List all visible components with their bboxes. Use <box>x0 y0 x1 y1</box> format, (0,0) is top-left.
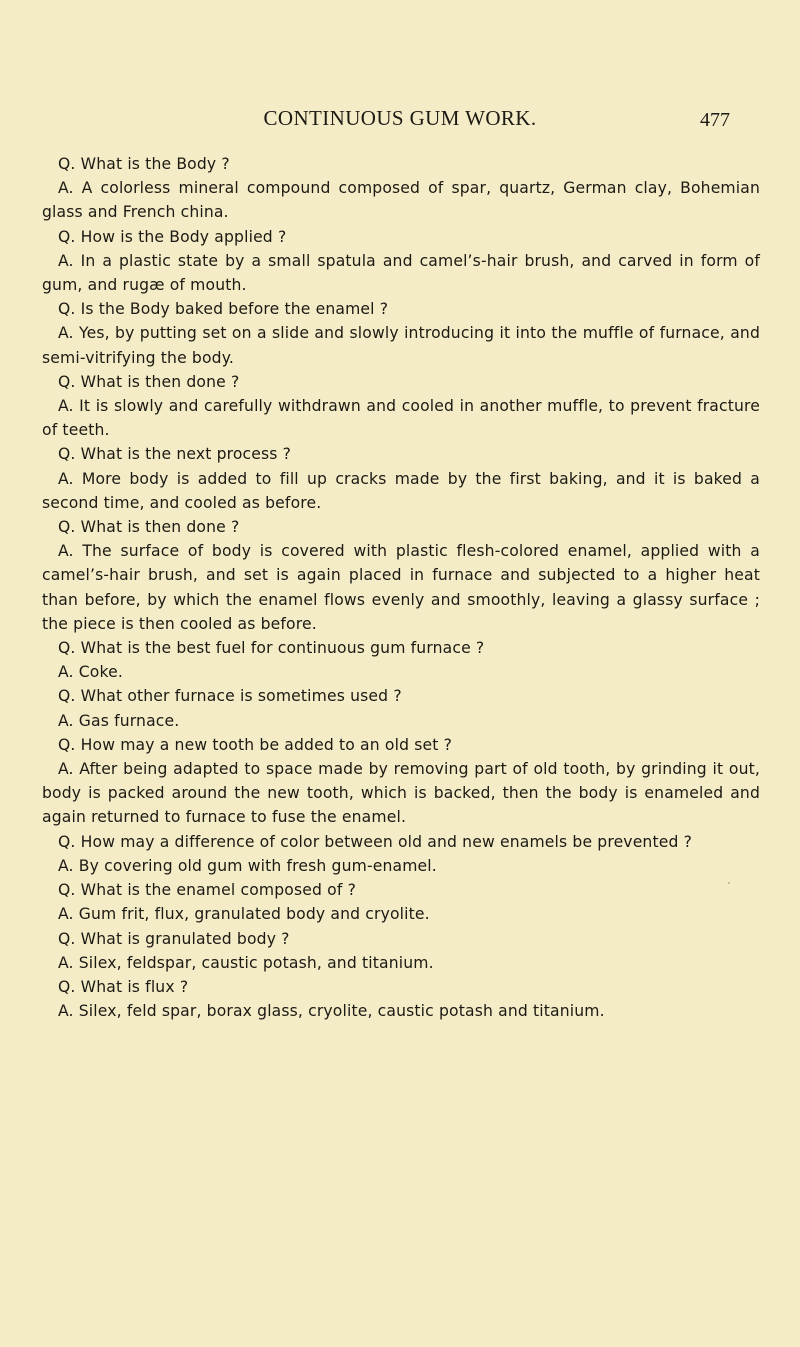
answer-paragraph: A. Silex, feldspar, caustic potash, and titanium. <box>58 953 434 972</box>
answer-paragraph: A. A colorless mineral compound composed of spar, quartz, German clay, Bohemian glass and French china. <box>42 179 760 222</box>
question-paragraph: Q. What is then done ? <box>58 372 240 391</box>
question-paragraph: Q. How may a new tooth be added to an old set ? <box>58 735 453 754</box>
question-paragraph: Q. What is flux ? <box>58 977 189 996</box>
answer-paragraph: A. The surface of body is covered with plastic flesh-colored enamel, applied with a camel’s-hair brush, and set is again placed in furnace and subjected to a higher heat than before, by which the enamel flows evenly and smoothly, leaving a glassy surface ; the piece is then cooled as before. <box>42 542 760 633</box>
page-header <box>0 106 800 136</box>
question-paragraph: Q. What is then done ? <box>58 518 240 537</box>
answer-paragraph: A. It is slowly and carefully withdrawn and cooled in another muffle, to prevent fracture of teeth. <box>42 397 760 440</box>
answer-paragraph: A. Yes, by putting set on a slide and slowly introducing it into the muffle of furnace, and semi-vitrifying the body. <box>42 324 760 367</box>
answer-paragraph: A. Coke. <box>58 663 123 682</box>
question-paragraph: Q. What is the next process ? <box>58 445 292 464</box>
question-paragraph: Q. What is the best fuel for continuous gum furnace ? <box>58 639 485 658</box>
answer-paragraph: A. By covering old gum with fresh gum-enamel. <box>58 856 437 875</box>
question-paragraph: Q. What is the Body ? <box>58 155 230 173</box>
question-paragraph: Q. What is granulated body ? <box>58 929 290 948</box>
answer-paragraph: A. In a plastic state by a small spatula and camel’s-hair brush, and carved in form of gum, and rugæ of mouth. <box>42 251 760 295</box>
qa-text-block <box>42 152 760 1023</box>
running-title: CONTINUOUS GUM WORK. <box>263 106 537 130</box>
question-paragraph: Q. What other furnace is sometimes used ? <box>58 687 402 706</box>
question-paragraph: Q. How is the Body applied ? <box>58 227 287 246</box>
answer-paragraph: A. More body is added to fill up cracks made by the first baking, and it is baked a second time, and cooled as before. <box>42 469 760 512</box>
page-number: 477 <box>700 109 730 131</box>
question-paragraph: Q. Is the Body baked before the enamel ? <box>58 300 389 319</box>
answer-paragraph: A. Silex, feld spar, borax glass, cryolite, caustic potash and titanium. <box>58 1002 605 1021</box>
question-paragraph: Q. How may a difference of color between old and new enamels be prevented ? <box>58 832 693 851</box>
answer-paragraph: A. After being adapted to space made by removing part of old tooth, by grinding it out, body is packed around the new tooth, which is backed, then the body is enameled and again returned to furnace to fuse the enamel. <box>42 760 760 827</box>
answer-paragraph: A. Gas furnace. <box>58 711 180 730</box>
answer-paragraph: A. Gum frit, flux, granulated body and cryolite. <box>58 905 430 924</box>
paper-speck <box>728 882 730 884</box>
question-paragraph: Q. What is the enamel composed of ? <box>58 881 357 900</box>
